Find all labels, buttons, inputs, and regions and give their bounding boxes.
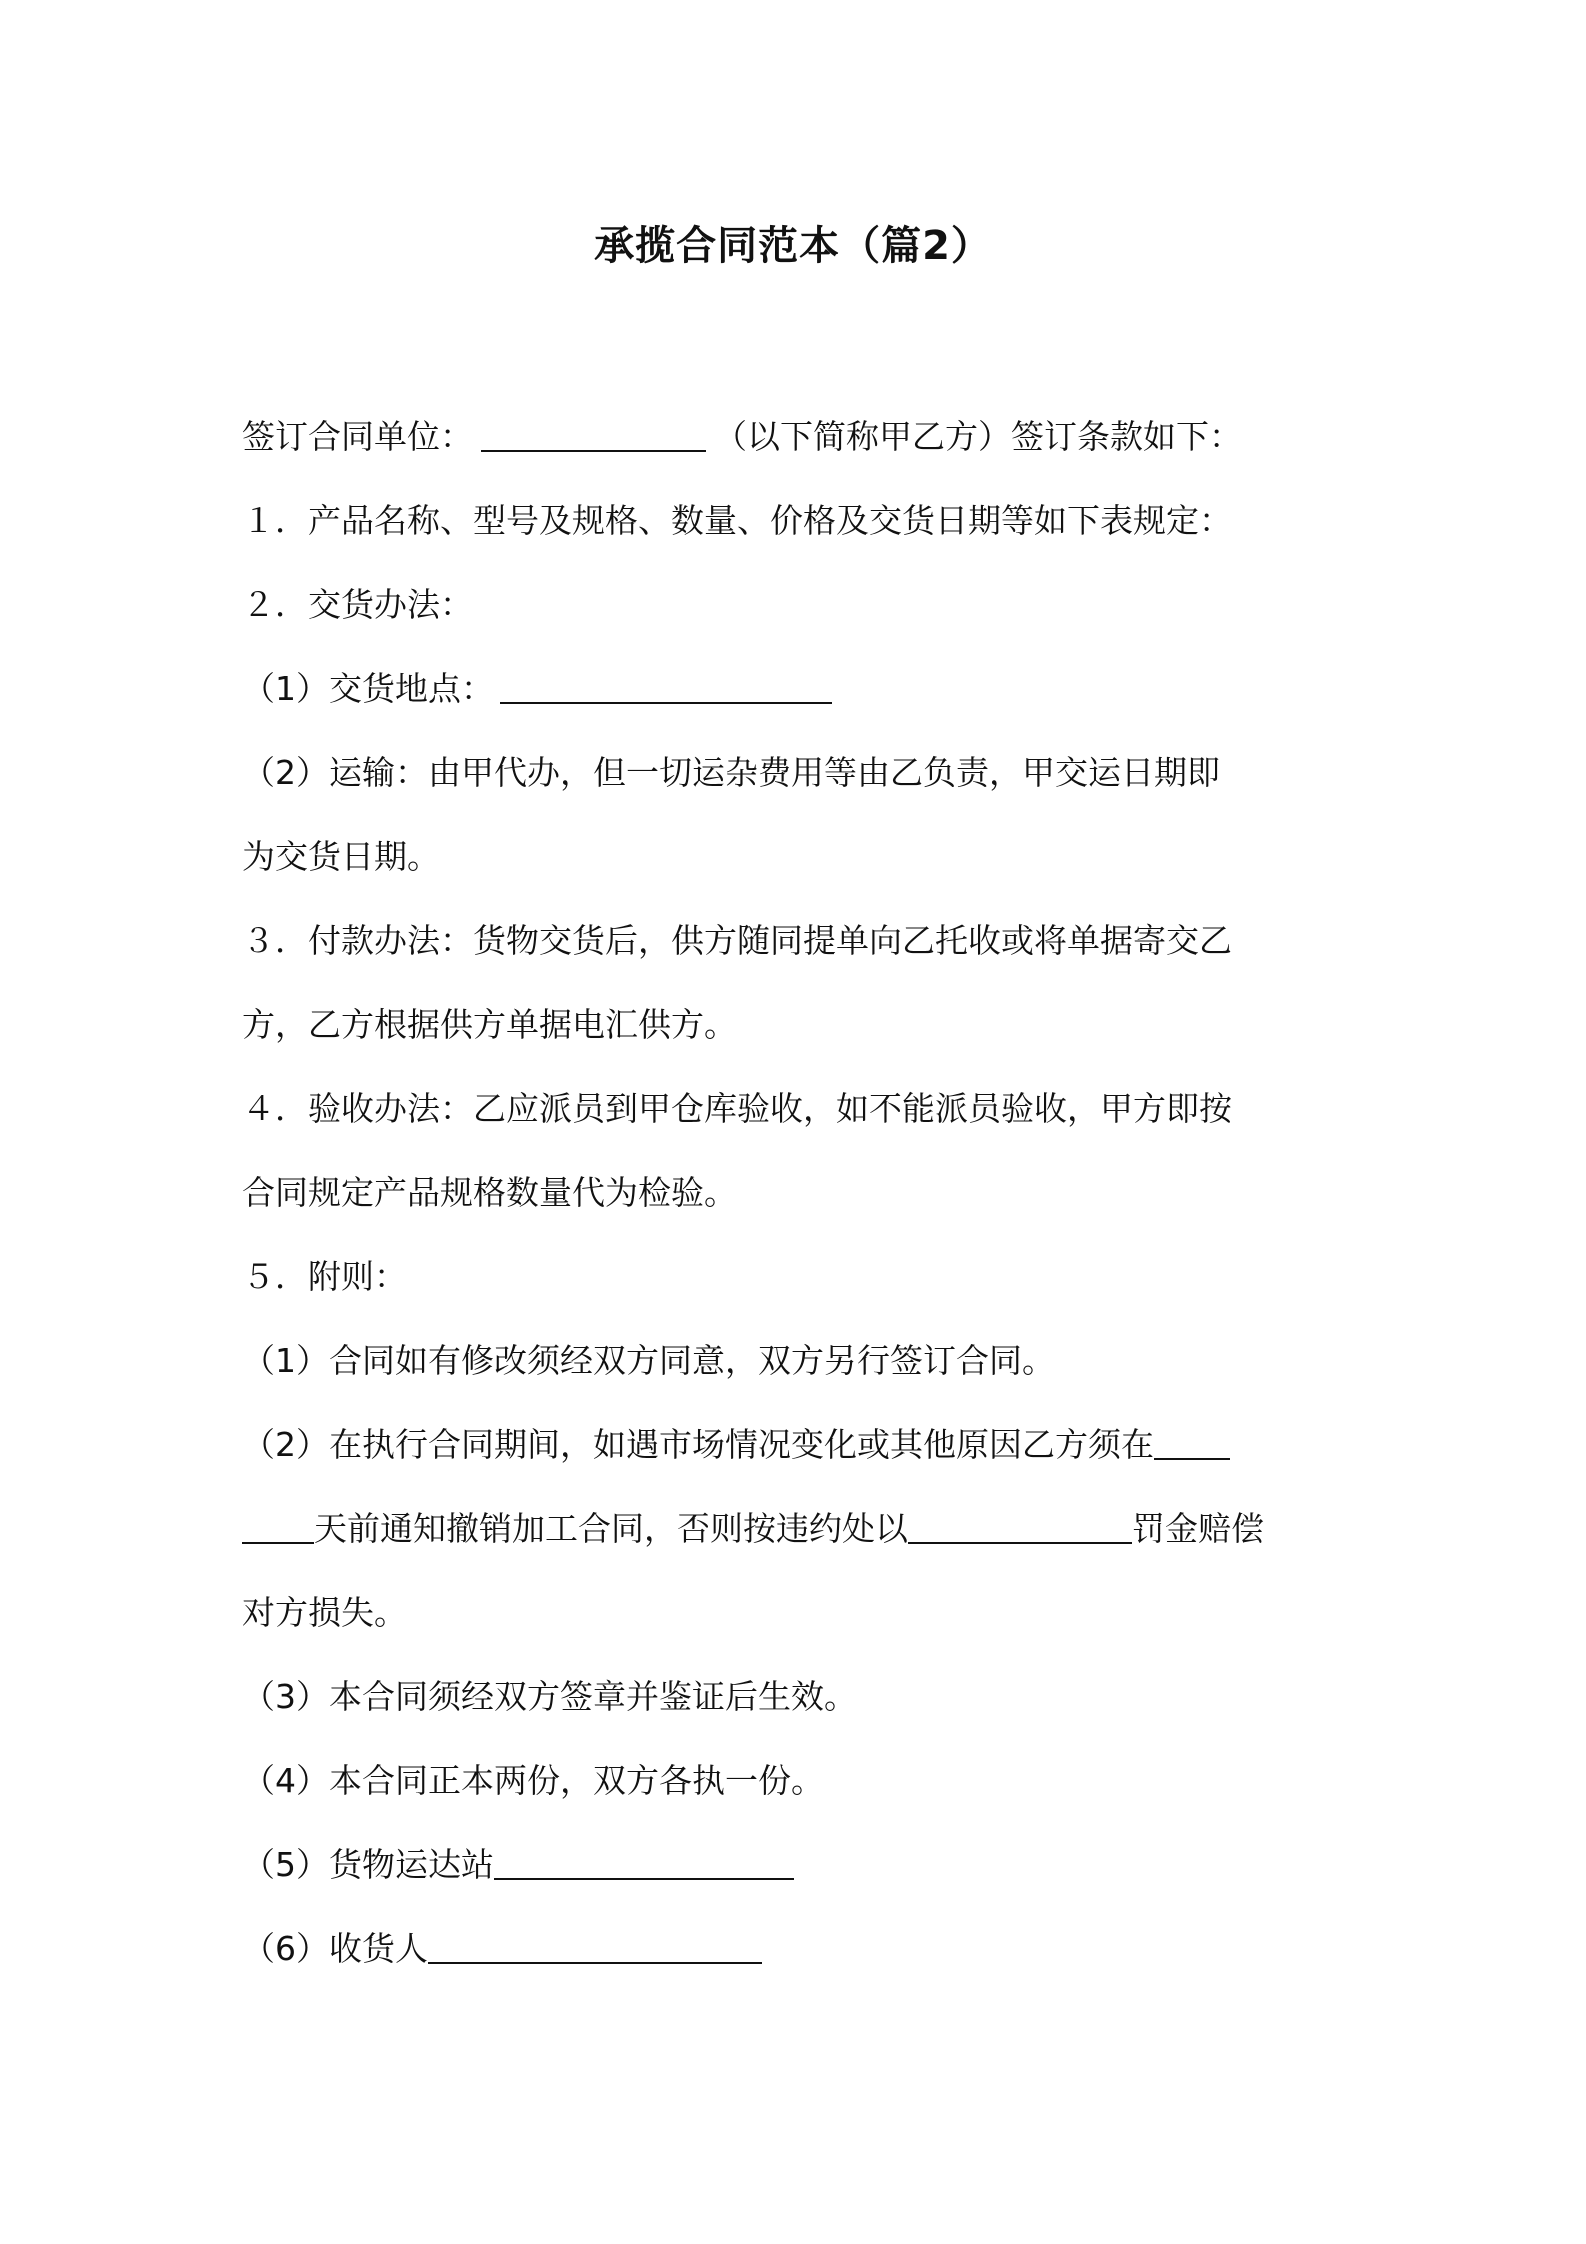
intro-label: 签订合同单位： bbox=[242, 417, 473, 456]
clause-5-2-line-3: 对方损失。 bbox=[242, 1593, 407, 1632]
penalty-amount-blank[interactable] bbox=[908, 1506, 1132, 1544]
clause-5-1: （1）合同如有修改须经双方同意，双方另行签订合同。 bbox=[242, 1341, 1055, 1380]
notice-days-blank-part-2[interactable] bbox=[242, 1506, 314, 1544]
signing-party-blank[interactable] bbox=[481, 414, 706, 452]
clause-4-line-2: 合同规定产品规格数量代为检验。 bbox=[242, 1173, 737, 1212]
clause-2-2-line-2: 为交货日期。 bbox=[242, 837, 440, 876]
destination-station-blank[interactable] bbox=[494, 1842, 794, 1880]
clause-1: １．产品名称、型号及规格、数量、价格及交货日期等如下表规定： bbox=[242, 501, 1232, 540]
intro-suffix: （以下简称甲乙方）签订条款如下： bbox=[714, 417, 1242, 456]
destination-station-label: （5）货物运达站 bbox=[242, 1845, 494, 1884]
clause-4-line-1: ４．验收办法：乙应派员到甲仓库验收，如不能派员验收，甲方即按 bbox=[242, 1089, 1232, 1128]
clause-5: ５．附则： bbox=[242, 1257, 407, 1296]
clause-2-2-line-1: （2）运输：由甲代办，但一切运杂费用等由乙负责，甲交运日期即 bbox=[242, 753, 1220, 792]
clause-3-line-2: 方，乙方根据供方单据电汇供方。 bbox=[242, 1005, 737, 1044]
clause-5-2-line-2 bbox=[242, 1504, 1264, 1554]
delivery-place-blank[interactable] bbox=[500, 666, 832, 704]
clause-2: ２．交货办法： bbox=[242, 585, 473, 624]
clause-5-2-line-1 bbox=[242, 1420, 1230, 1470]
clause-2-1 bbox=[242, 664, 832, 714]
receiver-blank[interactable] bbox=[428, 1926, 762, 1964]
clause-5-3: （3）本合同须经双方签章并鉴证后生效。 bbox=[242, 1677, 857, 1716]
delivery-place-label: （1）交货地点： bbox=[242, 669, 494, 708]
receiver-label: （6）收货人 bbox=[242, 1929, 428, 1968]
clause-5-5 bbox=[242, 1840, 794, 1890]
notice-days-blank-part-1[interactable] bbox=[1154, 1422, 1230, 1460]
clause-5-2-text: （2）在执行合同期间，如遇市场情况变化或其他原因乙方须在 bbox=[242, 1425, 1154, 1464]
clause-3-line-1: ３．付款办法：货物交货后，供方随同提单向乙托收或将单据寄交乙 bbox=[242, 921, 1232, 960]
intro-line bbox=[242, 412, 1242, 462]
clause-5-6 bbox=[242, 1924, 762, 1974]
clause-5-2-end-text: 罚金赔偿 bbox=[1132, 1509, 1264, 1548]
document-title: 承揽合同范本（篇2） bbox=[594, 223, 992, 269]
clause-5-4: （4）本合同正本两份，双方各执一份。 bbox=[242, 1761, 824, 1800]
clause-5-2-middle-text: 天前通知撤销加工合同，否则按违约处以 bbox=[314, 1509, 908, 1548]
